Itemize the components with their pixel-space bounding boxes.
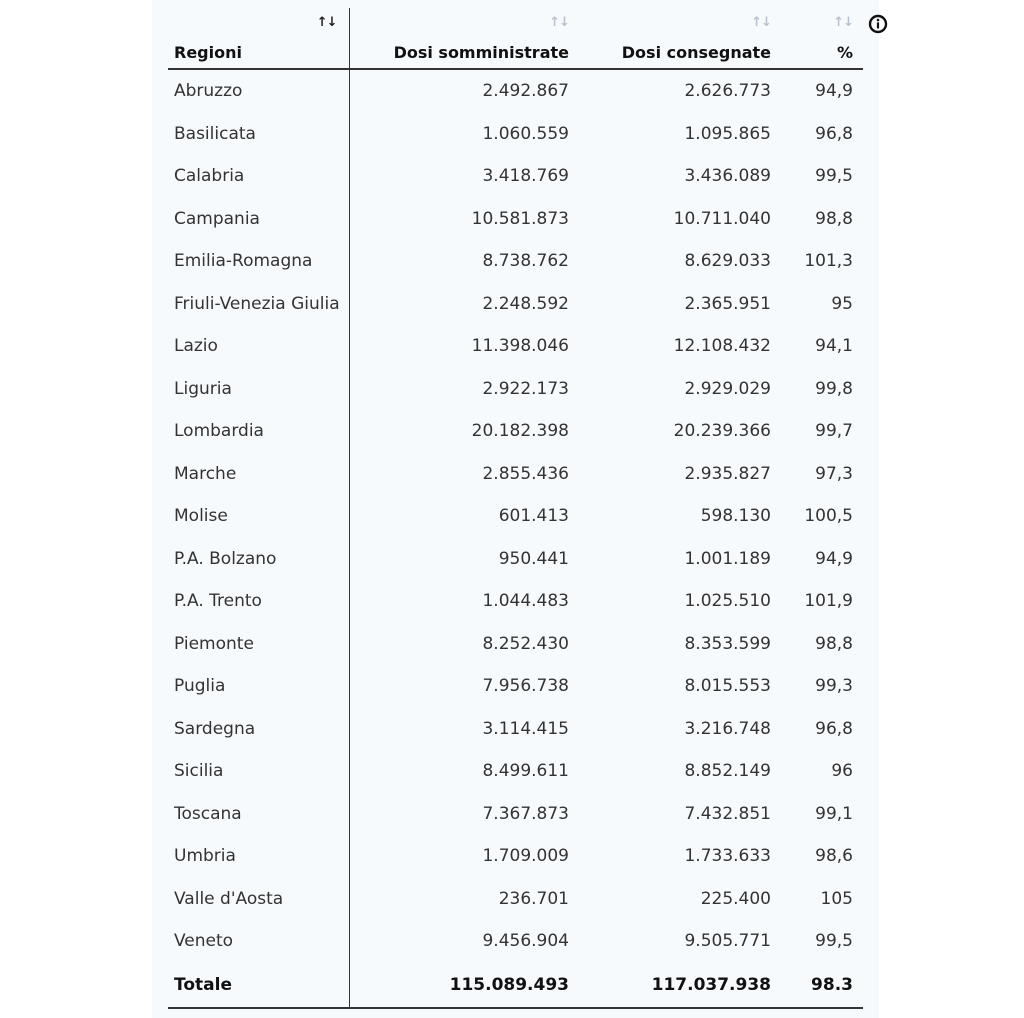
cell-percent: 94,9: [815, 548, 853, 569]
column-label: Dosi somministrate: [393, 43, 569, 62]
cell-dosi-consegnate: 20.239.366: [673, 421, 771, 442]
total-cell-region: Totale: [168, 963, 349, 1008]
table-row: [168, 325, 863, 368]
cell-dosi-somministrate: 7.956.738: [482, 676, 569, 697]
table-row: [168, 793, 863, 836]
table-row: [168, 580, 863, 623]
cell-percent: 99,1: [815, 803, 853, 824]
vaccine-doses-table: [168, 8, 863, 1009]
column-label: %: [836, 43, 853, 62]
cell-dosi-consegnate: 2.929.029: [684, 378, 771, 399]
cell-percent: 95: [831, 293, 853, 314]
cell-percent: 99,5: [815, 931, 853, 952]
cell-region: Molise: [168, 495, 349, 538]
cell-dosi-somministrate: 1.060.559: [482, 123, 569, 144]
cell-region: Piemonte: [168, 623, 349, 666]
cell-region: Sicilia: [168, 750, 349, 793]
info-icon[interactable]: [868, 14, 888, 34]
table-row: [168, 623, 863, 666]
cell-percent: 94,1: [815, 336, 853, 357]
sort-icon[interactable]: ↑↓: [549, 15, 569, 30]
cell-percent: 101,9: [804, 591, 853, 612]
table-row: [168, 69, 863, 113]
cell-percent: 99,8: [815, 378, 853, 399]
cell-dosi-somministrate: 8.252.430: [482, 633, 569, 654]
cell-region: Lazio: [168, 325, 349, 368]
cell-dosi-somministrate: 2.492.867: [482, 81, 569, 102]
cell-region: P.A. Trento: [168, 580, 349, 623]
cell-percent: 105: [820, 888, 853, 909]
cell-region: Friuli-Venezia Giulia: [168, 283, 349, 326]
cell-percent: 98,8: [815, 208, 853, 229]
cell-percent: 99,7: [815, 421, 853, 442]
cell-region: Marche: [168, 453, 349, 496]
cell-dosi-consegnate: 7.432.851: [684, 803, 771, 824]
table-row: [168, 198, 863, 241]
column-header-percent[interactable]: [781, 8, 863, 69]
cell-dosi-somministrate: 8.499.611: [482, 761, 569, 782]
table-row: [168, 453, 863, 496]
table-header: [168, 8, 863, 69]
cell-region: Calabria: [168, 155, 349, 198]
cell-dosi-consegnate: 225.400: [700, 888, 771, 909]
cell-region: Liguria: [168, 368, 349, 411]
table-row: [168, 283, 863, 326]
cell-dosi-consegnate: 2.365.951: [684, 293, 771, 314]
table-row: [168, 495, 863, 538]
cell-region: Emilia-Romagna: [168, 240, 349, 283]
cell-dosi-consegnate: 8.629.033: [684, 251, 771, 272]
cell-dosi-somministrate: 3.418.769: [482, 166, 569, 187]
cell-dosi-consegnate: 10.711.040: [673, 208, 771, 229]
cell-percent: 96,8: [815, 123, 853, 144]
cell-region: Sardegna: [168, 708, 349, 751]
cell-percent: 100,5: [804, 506, 853, 527]
cell-percent: 99,3: [815, 676, 853, 697]
cell-percent: 94,9: [815, 81, 853, 102]
table-row: [168, 835, 863, 878]
cell-percent: 97,3: [815, 463, 853, 484]
cell-dosi-somministrate: 7.367.873: [482, 803, 569, 824]
total-row: [168, 963, 863, 1008]
column-header-dosi-consegnate[interactable]: [579, 8, 781, 69]
cell-percent: 98,6: [815, 846, 853, 867]
cell-percent: 96: [831, 761, 853, 782]
cell-dosi-consegnate: 8.852.149: [684, 761, 771, 782]
table-row: [168, 410, 863, 453]
table-row: [168, 878, 863, 921]
table-row: [168, 240, 863, 283]
cell-dosi-consegnate: 2.626.773: [684, 81, 771, 102]
table-row: [168, 750, 863, 793]
cell-dosi-consegnate: 3.436.089: [684, 166, 771, 187]
cell-dosi-consegnate: 9.505.771: [684, 931, 771, 952]
cell-region: Lombardia: [168, 410, 349, 453]
total-cell-dosi-somministrate: 115.089.493: [349, 963, 579, 1008]
cell-dosi-somministrate: 950.441: [498, 548, 569, 569]
cell-dosi-somministrate: 20.182.398: [471, 421, 569, 442]
table-row: [168, 665, 863, 708]
table-row: [168, 708, 863, 751]
cell-dosi-consegnate: 1.001.189: [684, 548, 771, 569]
cell-region: Basilicata: [168, 113, 349, 156]
cell-region: Toscana: [168, 793, 349, 836]
cell-dosi-consegnate: 1.095.865: [684, 123, 771, 144]
table-row: [168, 920, 863, 963]
cell-dosi-somministrate: 3.114.415: [482, 718, 569, 739]
cell-dosi-somministrate: 601.413: [498, 506, 569, 527]
cell-dosi-somministrate: 11.398.046: [471, 336, 569, 357]
cell-region: Umbria: [168, 835, 349, 878]
cell-region: Puglia: [168, 665, 349, 708]
column-label: Dosi consegnate: [621, 43, 771, 62]
table-row: [168, 155, 863, 198]
cell-region: P.A. Bolzano: [168, 538, 349, 581]
cell-dosi-somministrate: 9.456.904: [482, 931, 569, 952]
cell-dosi-somministrate: 2.855.436: [482, 463, 569, 484]
cell-dosi-consegnate: 1.025.510: [684, 591, 771, 612]
table-body: [168, 69, 863, 1008]
table-row: [168, 538, 863, 581]
cell-dosi-somministrate: 10.581.873: [471, 208, 569, 229]
table-row: [168, 368, 863, 411]
cell-dosi-consegnate: 8.353.599: [684, 633, 771, 654]
cell-dosi-somministrate: 236.701: [498, 888, 569, 909]
sort-icon[interactable]: ↑↓: [316, 15, 337, 30]
sort-icon[interactable]: ↑↓: [833, 15, 853, 30]
cell-dosi-somministrate: 2.248.592: [482, 293, 569, 314]
cell-percent: 98,8: [815, 633, 853, 654]
cell-dosi-somministrate: 2.922.173: [482, 378, 569, 399]
cell-dosi-consegnate: 3.216.748: [684, 718, 771, 739]
total-cell-percent: 98.3: [781, 963, 863, 1008]
cell-percent: 96,8: [815, 718, 853, 739]
column-header-dosi-somministrate[interactable]: [349, 8, 579, 69]
table-row: [168, 113, 863, 156]
cell-dosi-consegnate: 8.015.553: [684, 676, 771, 697]
cell-region: Campania: [168, 198, 349, 241]
cell-dosi-consegnate: 12.108.432: [673, 336, 771, 357]
cell-dosi-consegnate: 598.130: [700, 506, 771, 527]
sort-icon[interactable]: ↑↓: [751, 15, 771, 30]
cell-region: Abruzzo: [168, 69, 349, 113]
total-cell-dosi-consegnate: 117.037.938: [579, 963, 781, 1008]
cell-dosi-somministrate: 1.044.483: [482, 591, 569, 612]
cell-percent: 99,5: [815, 166, 853, 187]
cell-dosi-consegnate: 2.935.827: [684, 463, 771, 484]
cell-region: Veneto: [168, 920, 349, 963]
cell-dosi-consegnate: 1.733.633: [684, 846, 771, 867]
column-label: Regioni: [174, 43, 242, 62]
cell-region: Valle d'Aosta: [168, 878, 349, 921]
column-header-regioni[interactable]: [168, 8, 349, 69]
cell-dosi-somministrate: 1.709.009: [482, 846, 569, 867]
cell-dosi-somministrate: 8.738.762: [482, 251, 569, 272]
cell-percent: 101,3: [804, 251, 853, 272]
